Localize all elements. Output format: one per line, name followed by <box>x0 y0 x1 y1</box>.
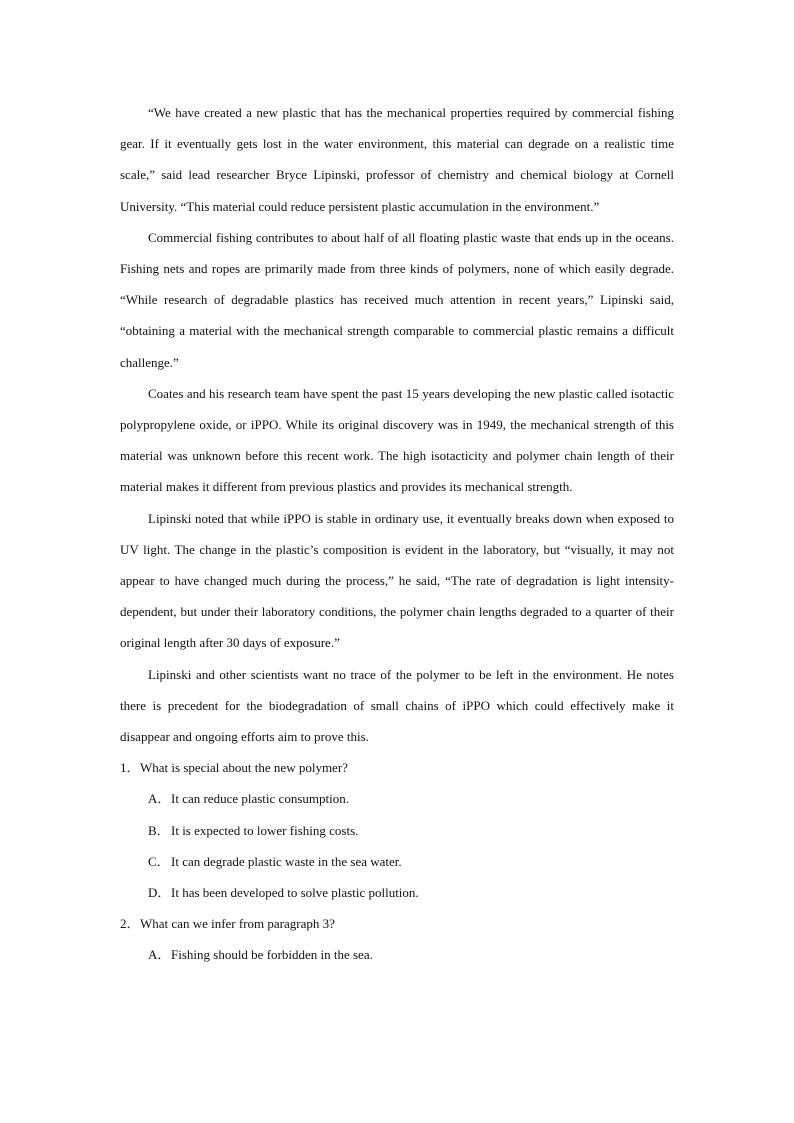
option-label: C． <box>148 853 170 869</box>
option-label: A． <box>148 947 171 963</box>
option-text: It has been developed to solve plastic pollution. <box>171 885 419 901</box>
passage-paragraph-3: Coates and his research team have spent the past 15 years developing the new plastic called isotactic polypropylene oxide, or iPPO. While its original discovery was in 1949, the mechanical strength of this material was unknown before this recent work. The high isotacticity and polymer chain length of their material makes it different from previous plastics and provides its mechanical strength. <box>120 385 674 495</box>
option-a <box>120 783 674 814</box>
question-text: What is special about the new polymer? <box>140 760 348 776</box>
option-a <box>120 939 674 970</box>
option-text: It is expected to lower fishing costs. <box>171 822 359 838</box>
question-number: 2． <box>120 916 140 932</box>
passage-paragraph-4: Lipinski noted that while iPPO is stable in ordinary use, it eventually breaks down when exposed to UV light. The change in the plastic’s composition is evident in the laboratory, but “visually, it may not appear to have changed much during the process,” he said, “The rate of degradation is light intensity-dependent, but under their laboratory conditions, the polymer chain lengths degraded to a quarter of their original length after 30 days of exposure.” <box>120 510 674 651</box>
option-d <box>120 877 674 908</box>
document-page <box>120 97 674 971</box>
question-1 <box>120 752 674 908</box>
question-stem <box>120 752 674 783</box>
option-label: D． <box>148 885 171 901</box>
passage-paragraph-1: “We have created a new plastic that has the mechanical properties required by commercial fishing gear. If it eventually gets lost in the water environment, this material can degrade on a realistic time scale,” said lead researcher Bryce Lipinski, professor of chemistry and chemical biology at Cornell University. “This material could reduce persistent plastic accumulation in the environment.” <box>120 105 674 214</box>
passage-paragraph-5: Lipinski and other scientists want no trace of the polymer to be left in the environment. He notes there is precedent for the biodegradation of small chains of iPPO which could effectively make it disappear and ongoing efforts aim to prove this. <box>120 666 674 745</box>
option-text: It can reduce plastic consumption. <box>171 791 349 807</box>
passage-paragraph-2: Commercial fishing contributes to about half of all floating plastic waste that ends up in the oceans. Fishing nets and ropes are primarily made from three kinds of polymers, none of which easily degrade. “While research of degradable plastics has received much attention in recent years,” Lipinski said, “obtaining a material with the mechanical strength comparable to commercial plastic remains a difficult challenge.” <box>120 229 674 370</box>
option-b <box>120 815 674 846</box>
option-label: A． <box>148 791 171 807</box>
question-stem <box>120 908 674 939</box>
option-text: Fishing should be forbidden in the sea. <box>171 947 373 963</box>
option-text: It can degrade plastic waste in the sea water. <box>171 853 402 869</box>
option-c <box>120 846 674 877</box>
question-text: What can we infer from paragraph 3? <box>140 916 335 932</box>
option-label: B． <box>148 822 170 838</box>
question-number: 1． <box>120 760 140 776</box>
question-2 <box>120 908 674 970</box>
passage <box>120 97 674 752</box>
